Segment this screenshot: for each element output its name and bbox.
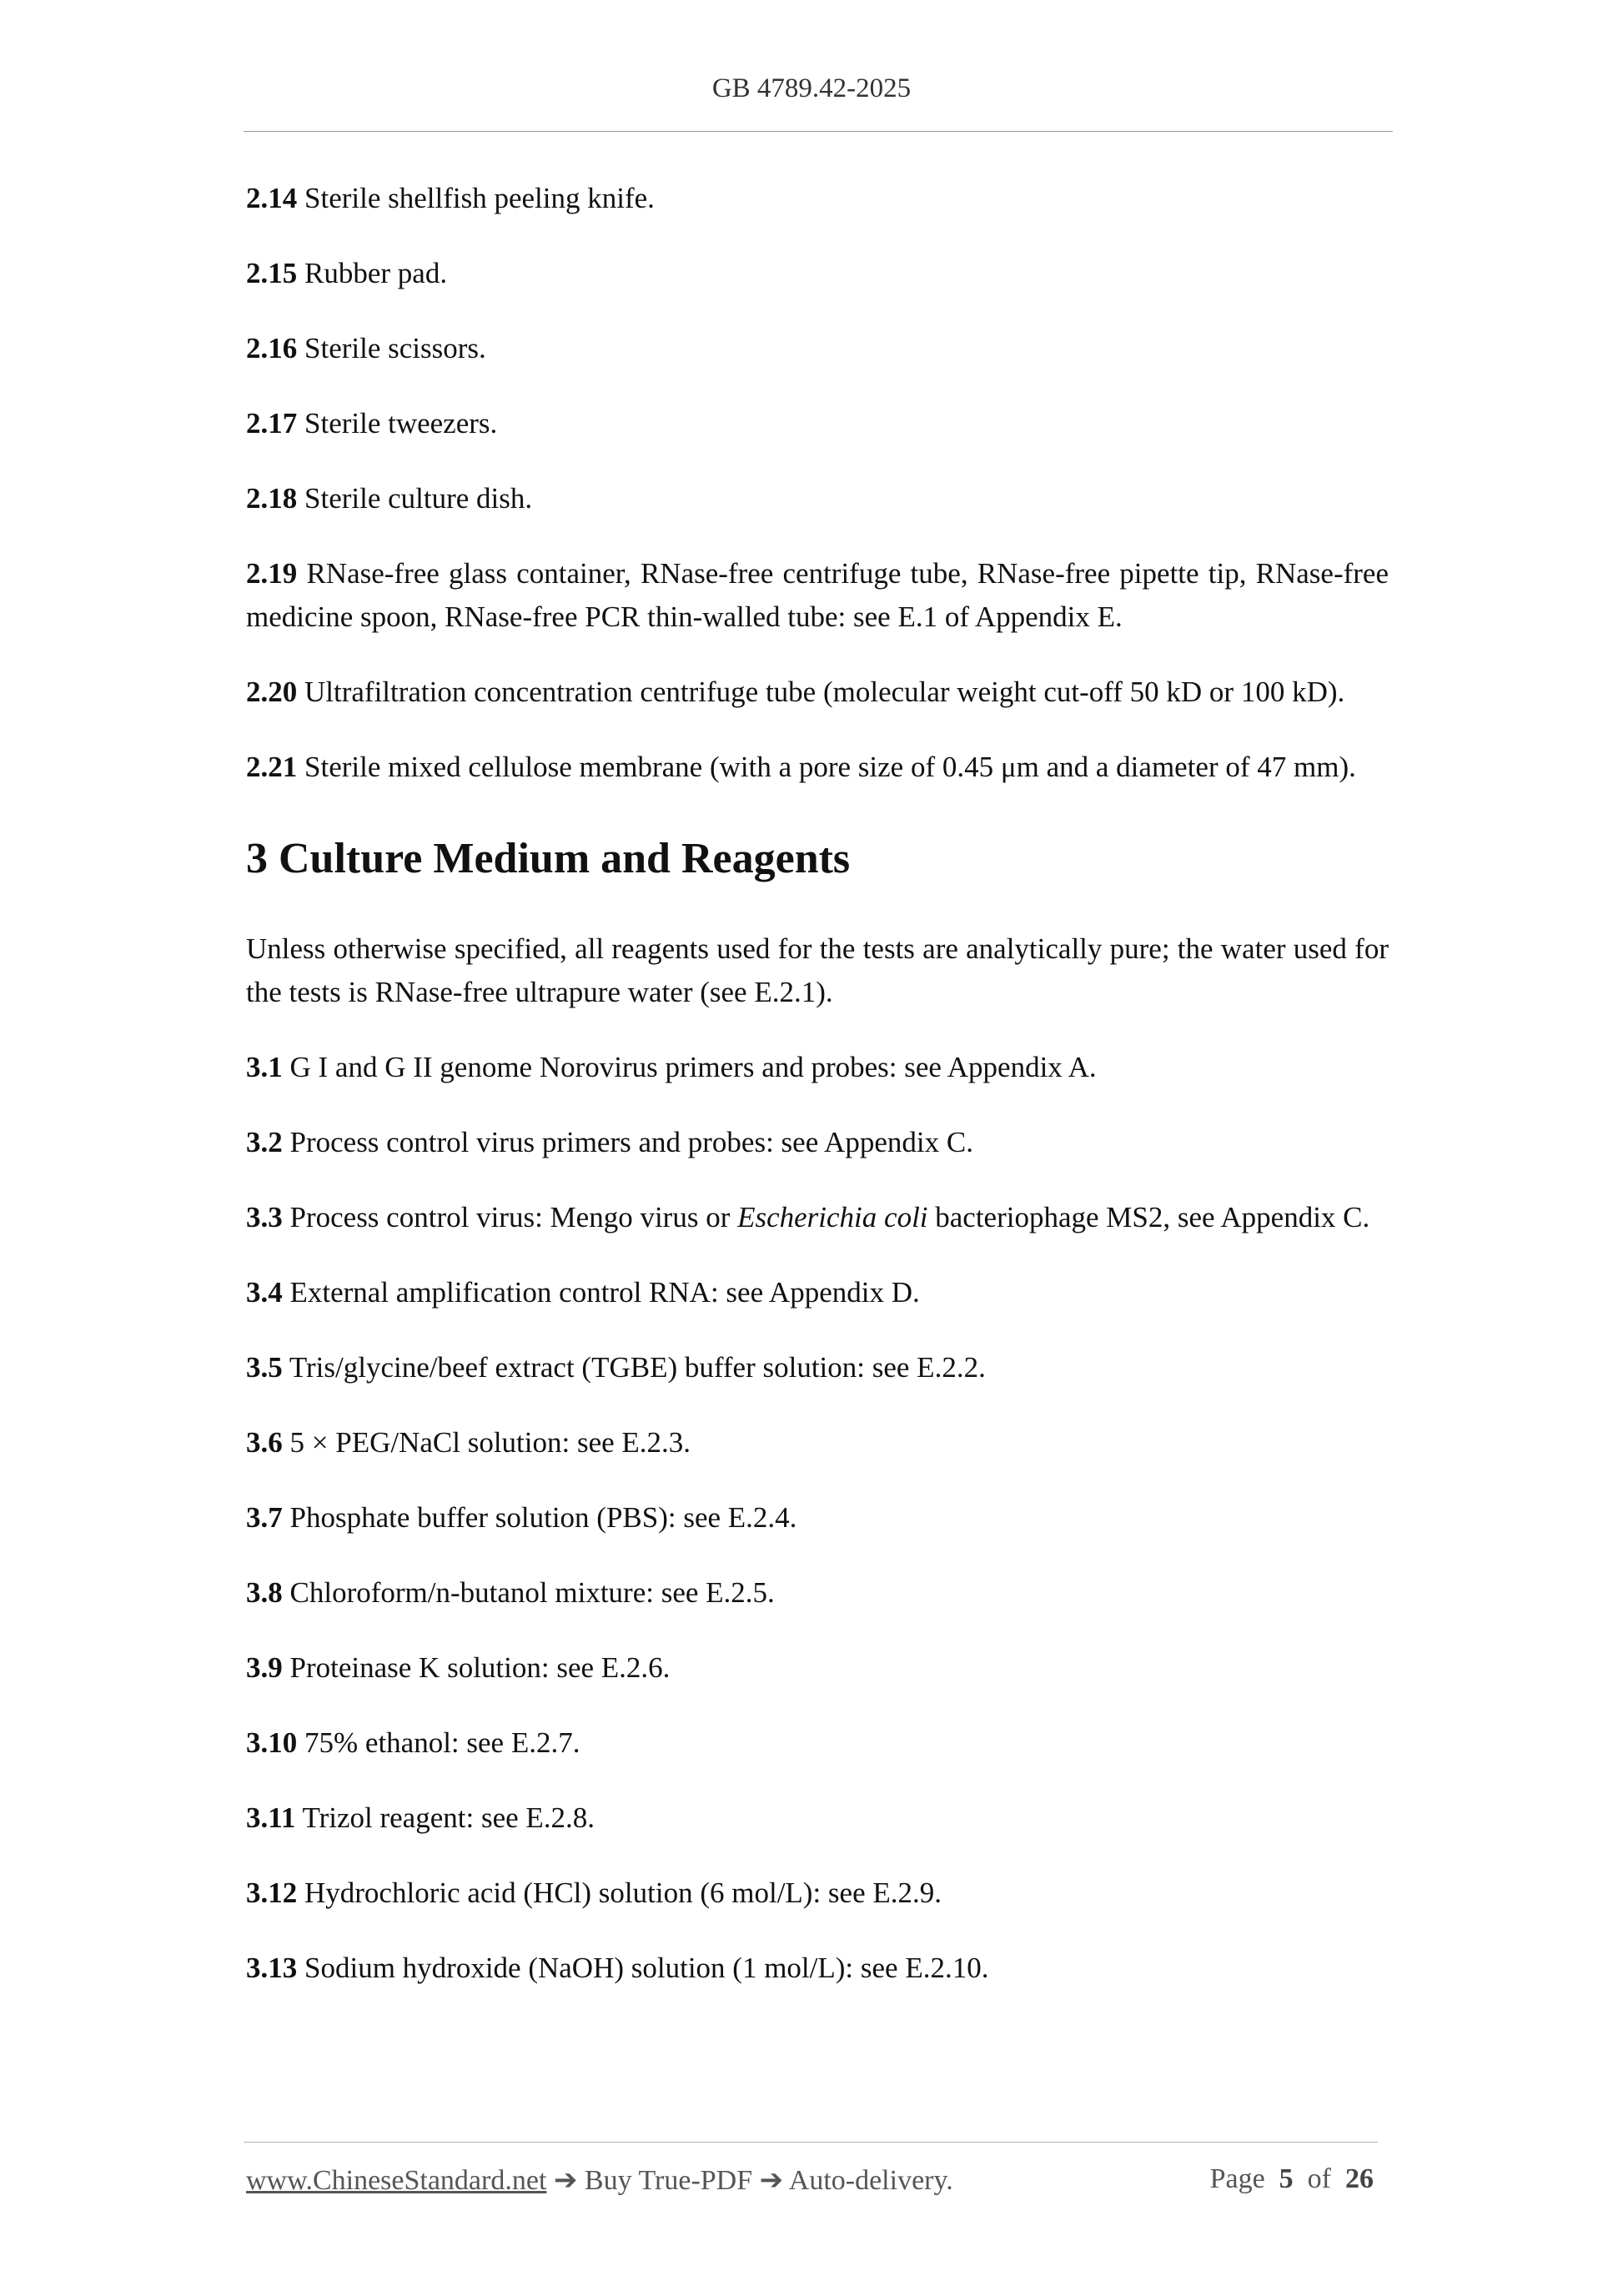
item-text: Sodium hydroxide (NaOH) solution (1 mol/L): see E.2.10. <box>304 1952 989 1984</box>
item-text: G I and G II genome Norovirus primers and probes: see Appendix A. <box>289 1051 1097 1083</box>
item-text: Sterile culture dish. <box>304 482 533 515</box>
item-number: 2.18 <box>246 482 298 515</box>
item-number: 3.11 <box>246 1801 296 1834</box>
list-item <box>246 1496 1389 1540</box>
website-link[interactable]: www.ChineseStandard.net <box>246 2165 547 2196</box>
reagent-list <box>246 1046 1389 1990</box>
document-id-header: GB 4789.42-2025 <box>711 73 912 103</box>
item-text: Proteinase K solution: see E.2.6. <box>289 1651 671 1684</box>
item-number: 3.13 <box>246 1952 298 1984</box>
list-item <box>246 1947 1389 1990</box>
auto-delivery-text: Auto-delivery. <box>788 2165 953 2196</box>
item-text: Sterile tweezers. <box>304 407 498 440</box>
item-number: 2.14 <box>246 182 298 214</box>
item-text: Sterile shellfish peeling knife. <box>304 182 655 214</box>
item-number: 3.2 <box>246 1126 283 1158</box>
footer-promo <box>246 2163 953 2197</box>
item-text: Sterile mixed cellulose membrane (with a pore size of 0.45 μm and a diameter of 47 mm). <box>304 751 1356 783</box>
item-number: 2.17 <box>246 407 298 440</box>
list-item <box>246 746 1389 789</box>
list-item <box>246 1121 1389 1164</box>
item-number: 2.19 <box>246 557 298 590</box>
item-number: 2.15 <box>246 257 298 289</box>
list-item <box>246 1421 1389 1465</box>
list-item <box>246 1046 1389 1089</box>
item-text: Phosphate buffer solution (PBS): see E.2.4. <box>289 1501 797 1534</box>
item-number: 3.10 <box>246 1726 298 1759</box>
item-text: Hydrochloric acid (HCl) solution (6 mol/L): see E.2.9. <box>304 1876 942 1909</box>
item-number: 2.20 <box>246 676 298 708</box>
arrow-right-icon: ➔ <box>553 2165 578 2196</box>
list-item <box>246 1796 1389 1840</box>
buy-true-pdf-text: Buy True-PDF <box>584 2165 753 2196</box>
item-text: Trizol reagent: see E.2.8. <box>302 1801 595 1834</box>
item-text: Tris/glycine/beef extract (TGBE) buffer solution: see E.2.2. <box>289 1351 986 1384</box>
item-text: External amplification control RNA: see Appendix D. <box>289 1276 920 1309</box>
item-text: 75% ethanol: see E.2.7. <box>304 1726 580 1759</box>
list-item <box>246 1571 1389 1615</box>
list-item <box>246 252 1389 295</box>
list-item <box>246 327 1389 370</box>
list-item <box>246 1196 1389 1239</box>
list-item <box>246 177 1389 220</box>
item-number: 3.5 <box>246 1351 283 1384</box>
equipment-list <box>246 177 1389 789</box>
item-number: 2.16 <box>246 332 298 364</box>
item-number: 3.6 <box>246 1426 283 1459</box>
item-number: 3.12 <box>246 1876 298 1909</box>
item-text: Sterile scissors. <box>304 332 486 364</box>
page-content <box>246 177 1389 2022</box>
item-number: 3.7 <box>246 1501 283 1534</box>
page-label: Page <box>1209 2163 1265 2194</box>
list-item <box>246 1646 1389 1690</box>
section-intro: Unless otherwise specified, all reagents used for the tests are analytically pure; the water used for the tests is RNase-free ultrapure water (see E.2.1). <box>246 932 1389 1008</box>
item-text: RNase-free glass container, RNase-free centrifuge tube, RNase-free pipette tip, RNase-free medicine spoon, RNase-free PCR thin-walled tube: see E.1 of Appendix E. <box>246 557 1389 633</box>
species-name: Escherichia coli <box>737 1201 928 1233</box>
item-number: 2.21 <box>246 751 298 783</box>
item-text: Process control virus primers and probes: see Appendix C. <box>289 1126 973 1158</box>
of-label: of <box>1307 2163 1331 2194</box>
item-number: 3.8 <box>246 1576 283 1609</box>
item-text: Rubber pad. <box>304 257 448 289</box>
list-item <box>246 402 1389 445</box>
item-number: 3.9 <box>246 1651 283 1684</box>
page-counter <box>1210 2163 1374 2195</box>
item-number: 3.1 <box>246 1051 283 1083</box>
item-number: 3.3 <box>246 1201 283 1233</box>
total-pages-number: 26 <box>1345 2163 1374 2194</box>
list-item <box>246 1346 1389 1389</box>
list-item <box>246 1271 1389 1314</box>
list-item <box>246 552 1389 639</box>
current-page-number: 5 <box>1279 2163 1294 2194</box>
item-text: Chloroform/n-butanol mixture: see E.2.5. <box>289 1576 775 1609</box>
item-number: 3.4 <box>246 1276 283 1309</box>
item-text: Ultrafiltration concentration centrifuge tube (molecular weight cut-off 50 kD or 100 kD). <box>304 676 1345 708</box>
list-item <box>246 1721 1389 1765</box>
header-divider <box>244 131 1393 132</box>
list-item <box>246 477 1389 520</box>
item-text: Process control virus: Mengo virus or <box>289 1201 738 1233</box>
footer-divider <box>244 2142 1378 2143</box>
list-item <box>246 671 1389 714</box>
arrow-right-icon: ➔ <box>759 2165 784 2196</box>
list-item <box>246 1871 1389 1915</box>
item-text: bacteriophage MS2, see Appendix C. <box>927 1201 1370 1233</box>
item-text: 5 × PEG/NaCl solution: see E.2.3. <box>289 1426 691 1459</box>
section-heading: 3 Culture Medium and Reagents <box>246 835 851 882</box>
